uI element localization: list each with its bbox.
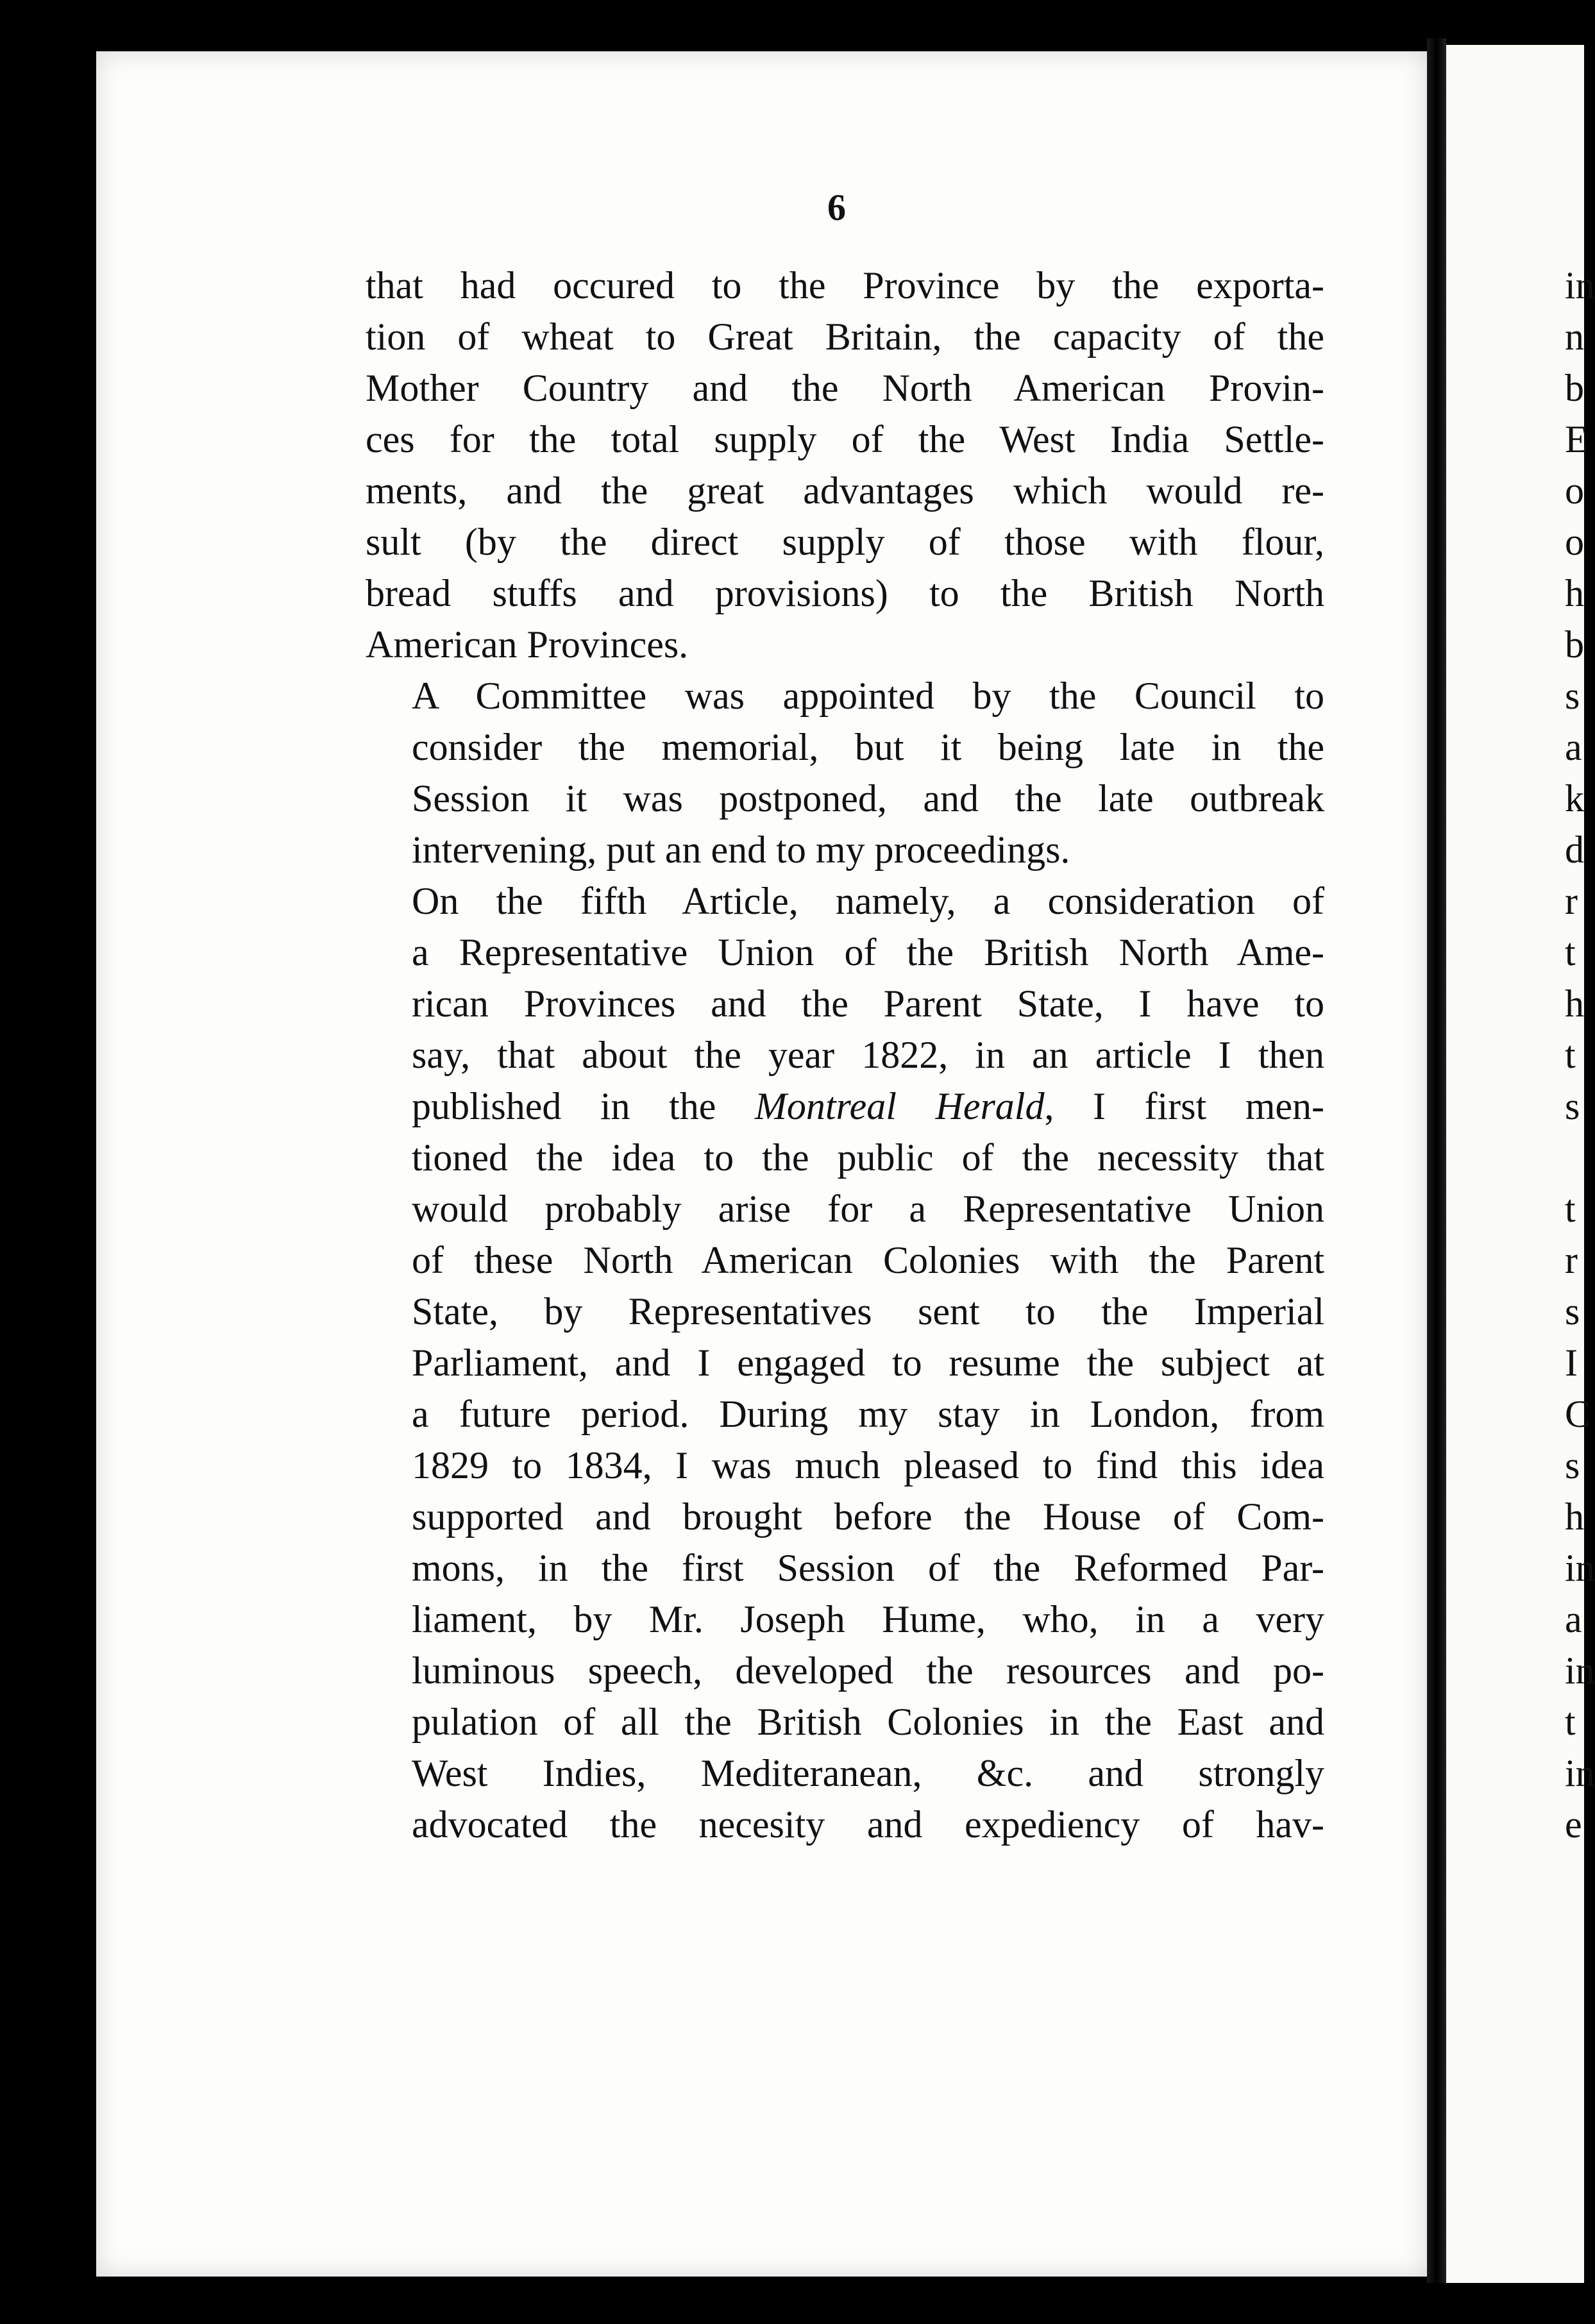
text-line: say, that about the year 1822, in an article I then — [412, 1034, 1324, 1076]
facing-page-fragment: a — [1565, 726, 1582, 768]
body-text — [366, 260, 1324, 1850]
line-suffix: , I first men- — [1044, 1085, 1324, 1127]
text-line: that had occured to the Province by the exporta- — [366, 264, 1324, 307]
text-line: Mother Country and the North American Provin- — [366, 367, 1324, 409]
facing-page-fragment: s — [1565, 675, 1580, 717]
text-line: Parliament, and I engaged to resume the subject at — [412, 1342, 1324, 1384]
text-line: bread stuffs and provisions) to the British North — [366, 572, 1324, 614]
text-line: sult (by the direct supply of those with flour, — [366, 521, 1324, 563]
facing-page-fragment: t — [1565, 931, 1576, 973]
text-line: of these North American Colonies with the Parent — [412, 1239, 1324, 1281]
facing-page-fragment: s — [1565, 1290, 1580, 1333]
facing-page-fragment: t — [1565, 1034, 1576, 1076]
facing-page-fragment: E — [1565, 418, 1589, 460]
facing-page-fragment: s — [1565, 1085, 1580, 1127]
facing-page-fragment: I — [1565, 1342, 1578, 1384]
facing-page-fragment: in — [1565, 1752, 1595, 1794]
facing-page-fragment — [1565, 1132, 1591, 1183]
facing-page-fragment: b — [1565, 623, 1584, 666]
facing-page-fragment: d — [1565, 829, 1584, 871]
text-line: mons, in the first Session of the Reformed Par- — [412, 1547, 1324, 1589]
page-number: 6 — [827, 187, 846, 228]
text-line: pulation of all the British Colonies in the East and — [412, 1701, 1324, 1743]
text-line: West Indies, Mediteranean, &c. and strongly — [412, 1752, 1324, 1794]
facing-page-fragment: h — [1565, 572, 1584, 614]
text-line: On the fifth Article, namely, a consideration of — [412, 880, 1324, 922]
newspaper-title: Montreal Herald — [754, 1085, 1045, 1127]
text-line: consider the memorial, but it being late in the — [412, 726, 1324, 768]
facing-page-fragment: r — [1565, 1239, 1578, 1281]
text-line: tioned the idea to the public of the necessity that — [412, 1136, 1324, 1179]
facing-page-fragments — [1565, 260, 1595, 1850]
paragraph-2 — [366, 670, 1324, 875]
text-line: rican Provinces and the Parent State, I have to — [412, 982, 1324, 1025]
text-line: State, by Representatives sent to the Imperial — [412, 1290, 1324, 1333]
facing-page-fragment: in — [1565, 1649, 1595, 1692]
text-line: ces for the total supply of the West India Settle- — [366, 418, 1324, 460]
text-line: liament, by Mr. Joseph Hume, who, in a very — [412, 1598, 1324, 1640]
facing-page-fragment: a — [1565, 1598, 1582, 1640]
facing-page-fragment: C — [1565, 1393, 1591, 1435]
facing-page-fragment: in — [1565, 264, 1595, 307]
facing-page-fragment: k — [1565, 777, 1584, 820]
right-page-edge — [1446, 45, 1584, 2283]
text-line: Session it was postponed, and the late outbreak — [412, 777, 1324, 820]
facing-page-fragment: h — [1565, 982, 1584, 1025]
facing-page-fragment: b — [1565, 367, 1584, 409]
text-line: 1829 to 1834, I was much pleased to find this idea — [412, 1444, 1324, 1486]
text-line: supported and brought before the House of Com- — [412, 1495, 1324, 1538]
text-line: a Representative Union of the British North Ame- — [412, 931, 1324, 973]
text-line: A Committee was appointed by the Council to — [412, 675, 1324, 717]
text-line: a future period. During my stay in London, from — [412, 1393, 1324, 1435]
text-line: luminous speech, developed the resources and po- — [412, 1649, 1324, 1692]
line-prefix: published in the — [412, 1085, 755, 1127]
facing-page-fragment: s — [1565, 1444, 1580, 1486]
facing-page-fragment: o — [1565, 521, 1584, 563]
book-gutter — [1427, 38, 1446, 2283]
facing-page-fragment: o — [1565, 469, 1584, 512]
paragraph-3 — [366, 875, 1324, 1850]
facing-page-fragment: h — [1565, 1495, 1584, 1538]
facing-page-fragment: e — [1565, 1803, 1582, 1846]
text-line: American Provinces. — [366, 623, 689, 666]
facing-page-fragment: n — [1565, 316, 1584, 358]
facing-page-fragment: t — [1565, 1701, 1576, 1743]
text-line: intervening, put an end to my proceedings. — [412, 829, 1070, 871]
paragraph-1 — [366, 260, 1324, 670]
text-line: advocated the necesity and expediency of hav- — [412, 1803, 1324, 1846]
text-line: tion of wheat to Great Britain, the capacity of the — [366, 316, 1324, 358]
text-line: would probably arise for a Representative Union — [412, 1188, 1324, 1230]
facing-page-fragment: t — [1565, 1188, 1576, 1230]
facing-page-fragment: r — [1565, 880, 1578, 922]
text-line-with-italic — [366, 1081, 1324, 1132]
text-line: ments, and the great advantages which would re- — [366, 469, 1324, 512]
facing-page-fragment: in — [1565, 1547, 1595, 1589]
